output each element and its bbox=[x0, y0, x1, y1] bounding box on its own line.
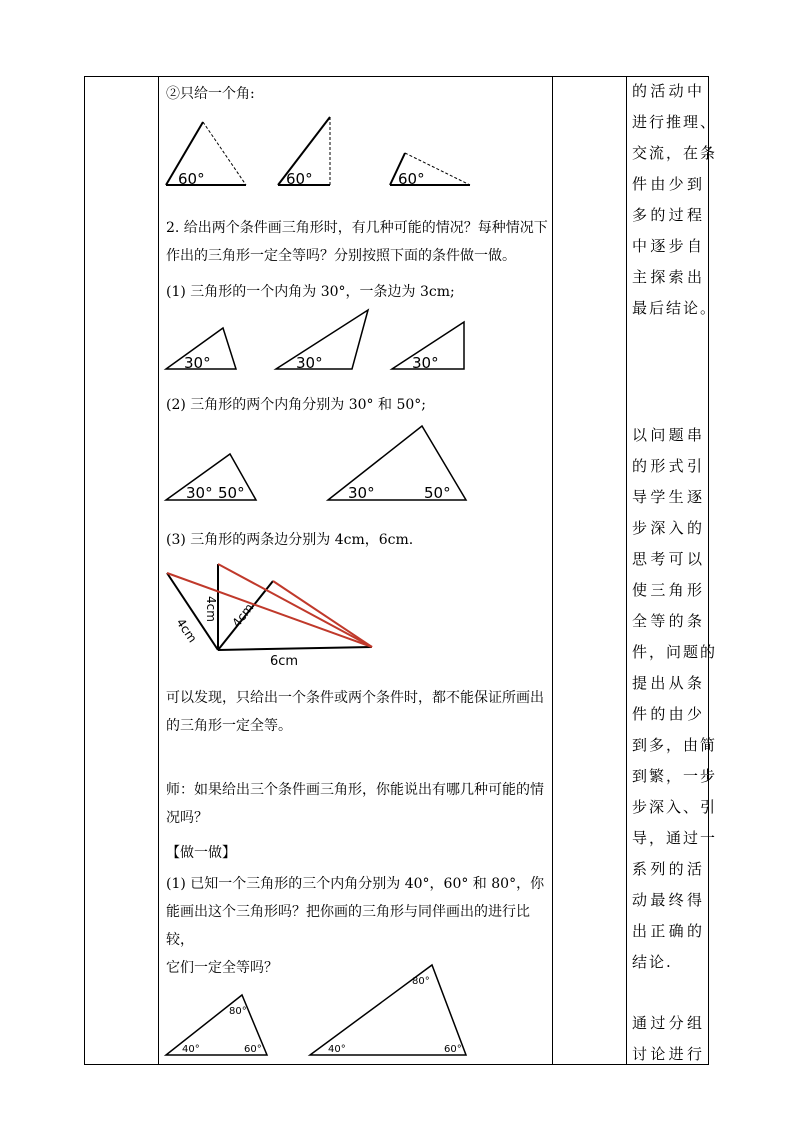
note-line: 提出从条 bbox=[632, 674, 704, 692]
condition-3-figure bbox=[160, 558, 380, 670]
angle-label: 50° bbox=[424, 484, 451, 502]
note-line: 件，问题的 bbox=[632, 643, 718, 661]
note-line: 通过分组 bbox=[632, 1014, 704, 1032]
note-line: 中逐步自 bbox=[632, 237, 704, 255]
note-line: 导学生逐 bbox=[632, 488, 704, 506]
text-line: 作出的三角形一定全等吗？分别按照下面的条件做一做。 bbox=[166, 248, 516, 264]
note-line: 出正确的 bbox=[632, 922, 704, 940]
note-line: 交流，在条 bbox=[632, 144, 718, 162]
note-line: 到繁，一步 bbox=[632, 767, 718, 785]
side-label: 6cm bbox=[270, 654, 299, 669]
text-line: 能画出这个三角形吗？把你画的三角形与同伴画出的进行比较， bbox=[166, 904, 530, 948]
one-angle-figure bbox=[160, 112, 480, 192]
triangle-3 bbox=[392, 322, 464, 372]
text-line: 况吗？ bbox=[166, 810, 208, 826]
angle-label: 60° bbox=[286, 170, 313, 188]
note-line: 最后结论。 bbox=[632, 299, 718, 317]
condition-1-figure bbox=[160, 308, 480, 374]
text-line: 2. 给出两个条件画三角形时，有几种可能的情况？每种情况下 bbox=[166, 220, 548, 236]
note-line: 讨论进行 bbox=[632, 1045, 704, 1063]
angle-label: 30° bbox=[412, 354, 439, 372]
column-divider bbox=[626, 76, 627, 1065]
condition-1: (1) 三角形的一个内角为 30°，一条边为 3cm; bbox=[166, 284, 455, 300]
note-line: 件由少到 bbox=[632, 175, 704, 193]
side-note-2 bbox=[632, 420, 718, 978]
angle-label: 60° bbox=[444, 1044, 462, 1055]
column-divider bbox=[158, 76, 159, 1065]
triangle-2 bbox=[278, 117, 330, 188]
note-line: 结论. bbox=[632, 953, 673, 971]
note-line: 步深入的 bbox=[632, 519, 704, 537]
text-line: 的三角形一定全等。 bbox=[166, 718, 292, 734]
side-label: 4cm bbox=[173, 615, 200, 646]
note-line: 导，通过一 bbox=[632, 829, 718, 847]
section-heading: 【做一做】 bbox=[166, 845, 236, 861]
note-line: 使三角形 bbox=[632, 581, 704, 599]
side-label: 4cm bbox=[204, 596, 218, 622]
triangle-2 bbox=[328, 426, 466, 502]
condition-3: (3) 三角形的两条边分别为 4cm，6cm. bbox=[166, 532, 414, 548]
note-line: 全等的条 bbox=[632, 612, 704, 630]
triangle-3 bbox=[390, 153, 470, 188]
text-line: 师：如果给出三个条件画三角形，你能说出有哪几种可能的情 bbox=[166, 782, 544, 798]
question-2 bbox=[166, 214, 552, 270]
angle-label: 80° bbox=[412, 976, 430, 987]
note-line: 进行推理、 bbox=[632, 113, 718, 131]
angle-label: 40° bbox=[328, 1044, 346, 1055]
angle-label: 60° bbox=[178, 170, 205, 188]
angle-label: 30° bbox=[296, 354, 323, 372]
triangle-1 bbox=[166, 122, 246, 188]
text-line: 它们一定全等吗？ bbox=[166, 960, 278, 976]
practice-1-figure bbox=[160, 960, 480, 1060]
triangle-2 bbox=[310, 965, 466, 1055]
angle-label: 30° bbox=[186, 484, 213, 502]
side-note-1 bbox=[632, 76, 718, 324]
side-label: 4cm bbox=[229, 600, 257, 630]
note-line: 以问题串 bbox=[632, 426, 704, 444]
note-line: 到多，由简 bbox=[632, 736, 718, 754]
condition-2-figure bbox=[160, 422, 480, 504]
angle-label: 40° bbox=[182, 1044, 200, 1055]
triangle-1 bbox=[166, 328, 236, 372]
note-line: 多的过程 bbox=[632, 206, 704, 224]
finding-paragraph bbox=[166, 684, 552, 740]
angle-label: 80° bbox=[229, 1006, 247, 1017]
side-note-3 bbox=[632, 1008, 704, 1070]
column-divider bbox=[552, 76, 553, 1065]
note-line: 件的由少 bbox=[632, 705, 704, 723]
angle-label: 30° bbox=[348, 484, 375, 502]
text-line: 可以发现，只给出一个条件或两个条件时，都不能保证所画出 bbox=[166, 690, 544, 706]
angle-label: 50° bbox=[218, 484, 245, 502]
triangle-1 bbox=[166, 454, 256, 502]
note-line: 的形式引 bbox=[632, 457, 704, 475]
section-heading: ②只给一个角: bbox=[166, 86, 255, 102]
teacher-question bbox=[166, 776, 552, 832]
note-line: 的活动中 bbox=[632, 82, 704, 100]
condition-2: (2) 三角形的两个内角分别为 30° 和 50°; bbox=[166, 397, 426, 413]
angle-label: 30° bbox=[184, 354, 211, 372]
angle-label: 60° bbox=[398, 170, 425, 188]
note-line: 主探索出 bbox=[632, 268, 704, 286]
note-line: 步深入、引 bbox=[632, 798, 718, 816]
note-line: 思考可以 bbox=[632, 550, 704, 568]
angle-label: 60° bbox=[244, 1044, 262, 1055]
note-line: 动最终得 bbox=[632, 891, 704, 909]
note-line: 系列的活 bbox=[632, 860, 704, 878]
triangle-2 bbox=[276, 310, 368, 372]
triangle-1 bbox=[166, 995, 267, 1055]
text-line: (1) 已知一个三角形的三个内角分别为 40°，60° 和 80°，你 bbox=[166, 876, 545, 892]
